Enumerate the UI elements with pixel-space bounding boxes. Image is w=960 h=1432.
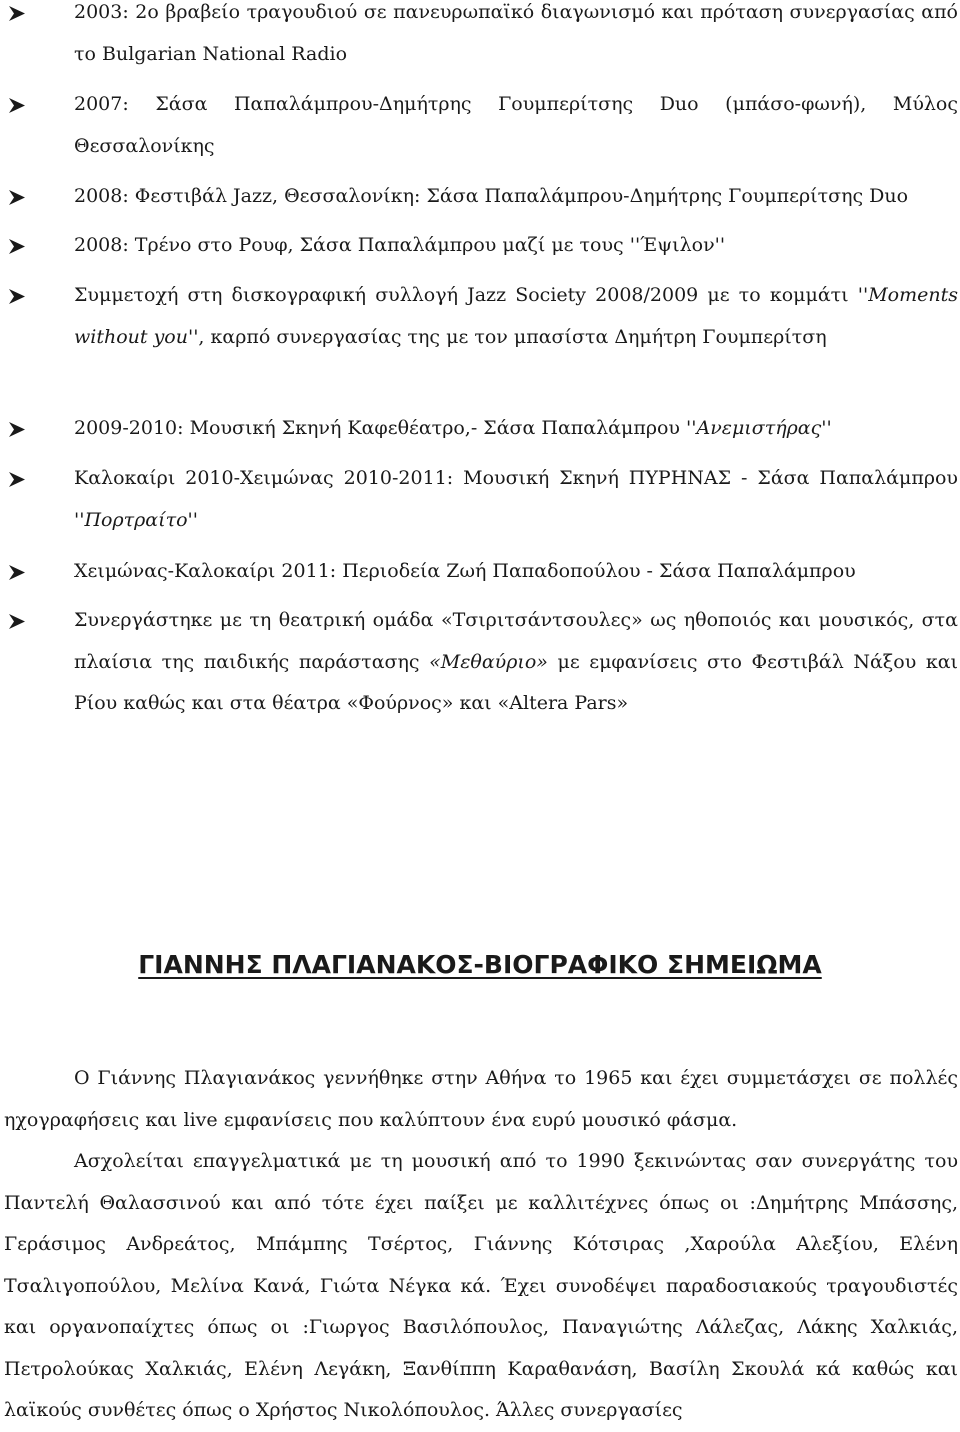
arrow-bullet-icon	[8, 238, 26, 255]
list-item-text: 2008: Φεστιβάλ Jazz, Θεσσαλονίκη: Σάσα Παπαλάμπρου-Δημήτρης Γουμπερίτσης Duo	[74, 185, 909, 207]
list-item-text: με εμφανίσεις στο Φεστιβάλ Νάξου και Ρίου καθώς και στα θέατρα «Φούρνος» και «Altera Pars»	[74, 650, 958, 714]
arrow-bullet-icon	[8, 97, 26, 114]
list-item	[0, 408, 834, 450]
bio-paragraph: Ο Γιάννης Πλαγιανάκος γεννήθηκε στην Αθήνα το 1965 και έχει συμμετάσχει σε πολλές ηχογραφήσεις και live εμφανίσεις που καλύπτουν ένα ευρύ μουσικό φάσμα.	[4, 1067, 958, 1131]
list-item-text: Χειμώνας-Καλοκαίρι 2011: Περιοδεία Ζωή Παπαδοπούλου - Σάσα Παπαλάμπρου	[74, 560, 856, 582]
list-item-text: 2009-2010: Μουσική Σκηνή Καφεθέατρο,- Σάσα Παπαλάμπρου	[74, 417, 687, 439]
show-title: ''Ανεμιστήρας''	[686, 417, 832, 439]
list-item	[0, 551, 858, 593]
show-title: «Μεθαύριο»	[429, 650, 548, 673]
song-title: ''Moments without you''	[74, 284, 958, 348]
arrow-bullet-icon	[8, 288, 26, 305]
arrow-bullet-icon	[8, 5, 26, 22]
list-item-text: , καρπό συνεργασίας της με τον μπασίστα Δημήτρη Γουμπερίτση	[198, 325, 827, 348]
list-item-text: 2008: Τρένο στο Ρουφ, Σάσα Παπαλάμπρου μαζί με τους ''Έψιλον''	[74, 234, 726, 256]
arrow-bullet-icon	[8, 421, 26, 438]
list-item-text: Συνεργάστηκε με τη θεατρική ομάδα «Τσιριτσάντσουλες» ως ηθοποιός και μουσικός, στα πλαίσια της παιδικής παράστασης	[74, 609, 958, 673]
list-item	[0, 225, 727, 267]
list-item	[0, 176, 910, 218]
bio-paragraph: Ασχολείται επαγγελματικά με τη μουσική από το 1990 ξεκινώντας σαν συνεργάτης του Παντελή Θαλασσινού και από τότε έχει παίξει με καλλιτέχνες όπως οι :Δημήτρης Μπάσσης, Γεράσιμος Ανδρεάτος, Μπάμπης Τσέρτος, Γιάννης Κότσιρας ,Χαρούλα Αλεξίου, Ελένη Τσαλιγοπούλου, Μελίνα Κανά, Γιώτα Νέγκα κά. Έχει συνοδέψει παραδοσιακούς τραγουδιστές και οργανοπαίχτες όπως οι :Γιωργος Βασιλόπουλος, Παναγιώτης Λάλεζας, Λάκης Χαλκιάς, Πετρολούκας Χαλκιάς, Ελένη Λεγάκη, Ξανθίππη Καραθανάση, Βασίλη Σκουλά κά καθώς και λαϊκούς συνθέτες όπως ο Χρήστος Νικολόπουλος. Άλλες συνεργασίες	[4, 1150, 958, 1421]
section-heading: ΓΙΑΝΝΗΣ ΠΛΑΓΙΑΝΑΚΟΣ-ΒΙΟΓΡΑΦΙΚΟ ΣΗΜΕΙΩΜΑ	[138, 950, 822, 979]
arrow-bullet-icon	[8, 471, 26, 488]
list-item-text: Συμμετοχή στη δισκογραφική συλλογή Jazz Society 2008/2009 με το κομμάτι	[74, 284, 858, 306]
list-item	[0, 600, 960, 725]
list-item-text: Καλοκαίρι 2010-Χειμώνας 2010-2011: Μουσική Σκηνή ΠΥΡΗΝΑΣ - Σάσα Παπαλάμπρου	[74, 467, 958, 489]
list-item	[0, 275, 960, 358]
list-item-text: 2003: 2ο βραβείο τραγουδιού σε πανευρωπαϊκό διαγωνισμό και πρόταση συνεργασίας από το Bulgarian National Radio	[74, 1, 958, 65]
list-item	[0, 84, 960, 167]
list-item	[0, 0, 960, 75]
show-title: ''Πορτραίτο''	[74, 508, 198, 531]
list-item	[0, 458, 960, 541]
list-item-text: 2007: Σάσα Παπαλάμπρου-Δημήτρης Γουμπερίτσης Duo (μπάσο-φωνή), Μύλος Θεσσαλονίκης	[74, 93, 958, 157]
arrow-bullet-icon	[8, 564, 26, 581]
arrow-bullet-icon	[8, 189, 26, 206]
arrow-bullet-icon	[8, 613, 26, 630]
